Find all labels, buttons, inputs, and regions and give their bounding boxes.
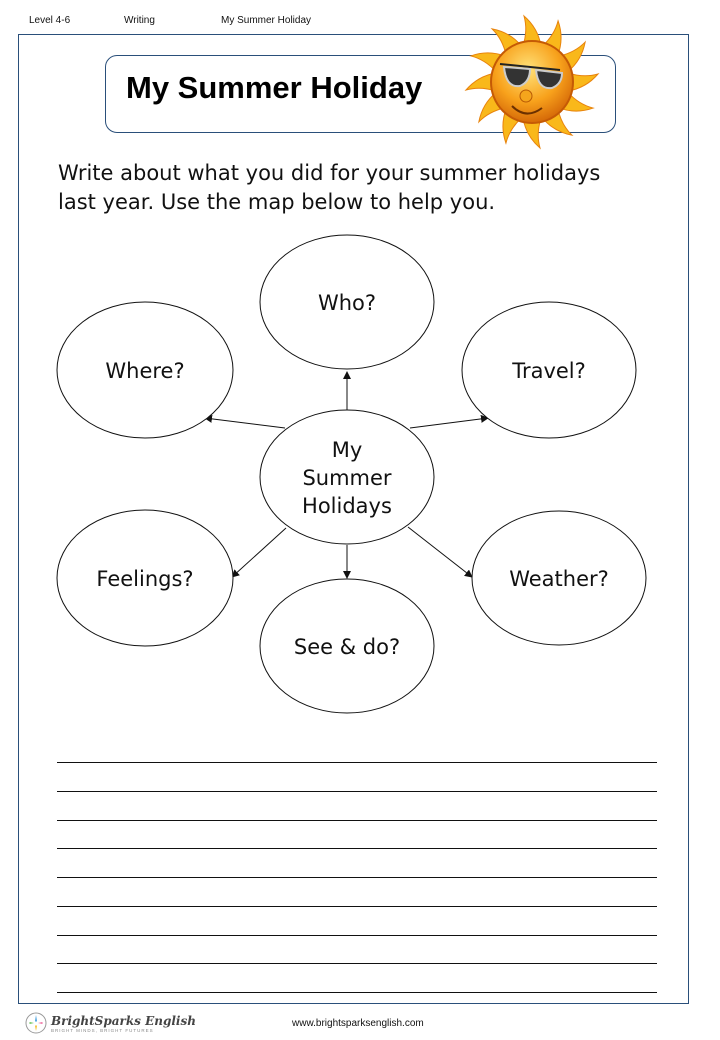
label-who: Who? (317, 291, 377, 315)
writing-line[interactable] (57, 791, 657, 792)
label-feelings: Feelings? (96, 567, 194, 591)
instructions-line-1: Write about what you did for your summer holidays (58, 161, 601, 185)
writing-line[interactable] (57, 992, 657, 993)
page-title: My Summer Holiday (126, 70, 423, 105)
brand-tagline: BRIGHT MINDS, BRIGHT FUTURES (51, 1027, 154, 1033)
label-see-do: See & do? (293, 635, 401, 659)
label-center-1: My (331, 438, 363, 462)
footer-url[interactable]: www.brightsparksenglish.com (292, 1018, 424, 1029)
arrow-to-travel (410, 418, 488, 428)
instructions-line-2: last year. Use the map below to help you. (58, 190, 496, 214)
writing-line[interactable] (57, 848, 657, 849)
header-subject: Writing (124, 15, 155, 26)
label-weather: Weather? (509, 567, 609, 591)
writing-line[interactable] (57, 877, 657, 878)
header-topic: My Summer Holiday (221, 15, 312, 26)
label-center-2: Summer (302, 466, 392, 490)
brand-logo (25, 1012, 196, 1034)
writing-line[interactable] (57, 820, 657, 821)
writing-line[interactable] (57, 935, 657, 936)
label-travel: Travel? (512, 359, 586, 383)
label-center-3: Holidays (302, 494, 392, 518)
arrow-to-feelings (232, 528, 286, 577)
writing-line[interactable] (57, 963, 657, 964)
brand-name: BrightSparks English (51, 1013, 196, 1028)
arrow-to-weather (408, 527, 472, 577)
writing-line[interactable] (57, 762, 657, 763)
header-level: Level 4-6 (29, 15, 71, 26)
writing-line[interactable] (57, 906, 657, 907)
arrow-to-where (205, 418, 285, 428)
sparkle-logo-icon (25, 1012, 47, 1034)
label-where: Where? (105, 359, 185, 383)
